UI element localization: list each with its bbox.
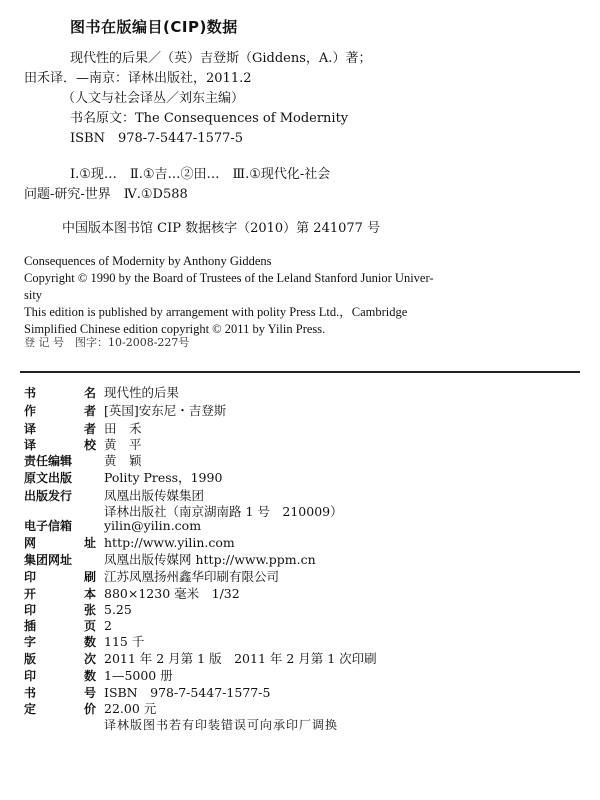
colophon-label <box>24 586 96 602</box>
colophon-label-text: 页 <box>83 619 96 633</box>
colophon-label-text: 号 <box>83 686 96 700</box>
copyright-line-3: sity <box>24 288 43 302</box>
colophon-value-text: 凤凰出版传媒集团 <box>104 488 205 503</box>
colophon-label-text: 址 <box>83 536 96 550</box>
colophon-label-text: 作 <box>24 404 37 418</box>
colophon-row <box>24 518 201 534</box>
colophon-value-text: 江苏凤凰扬州鑫华印刷有限公司 <box>104 569 280 584</box>
colophon-label <box>24 488 96 504</box>
colophon-label <box>24 701 96 717</box>
cip-line-record-number: 中国版本图书馆 CIP 数据核字（2010）第 241077 号 <box>62 221 381 236</box>
colophon-label-text: 原文出版 <box>24 471 73 485</box>
copyright-line-4: This edition is published by arrangement with polity Press Ltd.，Cambridge <box>24 305 408 319</box>
colophon-label <box>24 403 96 419</box>
cip-line-subjects: Ⅰ.①现… Ⅱ.①吉…②田… Ⅲ.①现代化-社会 <box>70 167 331 182</box>
colophon-row <box>24 552 316 568</box>
colophon-value-text: 田 禾 <box>104 421 142 436</box>
colophon-label-text: 电子信箱 <box>24 519 73 533</box>
colophon-label-text: 书 <box>24 686 37 700</box>
colophon-label <box>24 470 96 486</box>
colophon-value <box>104 437 142 453</box>
section-divider <box>20 371 580 373</box>
colophon-label <box>24 569 96 585</box>
colophon-label <box>24 453 96 469</box>
colophon-label-text: 开 <box>24 587 37 601</box>
colophon-value <box>104 618 112 634</box>
colophon-row <box>24 701 156 717</box>
printing-error-note: 译林版图书若有印装错误可向承印厂调换 <box>104 718 339 732</box>
colophon-label-text: 责任编辑 <box>24 454 73 468</box>
colophon-value <box>104 668 173 684</box>
copyright-line-2: Copyright © 1990 by the Board of Trustees of the Leland Stanford Junior Univer- <box>24 271 434 285</box>
colophon-label-text: 名 <box>83 386 96 400</box>
cip-line-title: 现代性的后果／（英）吉登斯（Giddens，A.）著； <box>70 51 372 66</box>
colophon-row <box>24 668 173 684</box>
colophon-value <box>104 518 201 534</box>
colophon-value-text: Polity Press，1990 <box>104 470 223 485</box>
colophon-value-text: http://www.yilin.com <box>104 535 235 550</box>
cip-line-series: （人文与社会译丛／刘东主编） <box>62 91 245 106</box>
colophon-value <box>104 385 179 401</box>
colophon-label-text: 定 <box>24 702 37 716</box>
colophon-value <box>104 421 142 437</box>
colophon-value <box>104 552 316 568</box>
colophon-label-text: 数 <box>83 669 96 683</box>
colophon-label <box>24 668 96 684</box>
colophon-value <box>104 586 240 602</box>
colophon-value-text: 译林出版社（南京湖南路 1 号 210009） <box>104 504 343 519</box>
colophon-value-text: 1—5000 册 <box>104 668 173 683</box>
colophon-label-text: 者 <box>83 404 96 418</box>
colophon-value-text: 5.25 <box>104 602 132 617</box>
colophon-value-text: 115 千 <box>104 634 145 649</box>
colophon-label-text: 版 <box>24 652 37 666</box>
colophon-value <box>104 488 343 520</box>
colophon-label-text: 网 <box>24 536 37 550</box>
copyright-line-5: Simplified Chinese edition copyright © 2011 by Yilin Press. <box>24 322 326 336</box>
colophon-value <box>104 569 279 585</box>
colophon-value-text: yilin@yilin.com <box>104 518 202 533</box>
colophon-label <box>24 421 96 437</box>
colophon-label-text: 译 <box>24 438 37 452</box>
colophon-label-text: 次 <box>83 652 96 666</box>
cip-line-original-title: 书名原文：The Consequences of Modernity <box>70 111 349 126</box>
cip-heading: 图书在版编目(CIP)数据 <box>70 18 238 36</box>
colophon-row <box>24 470 222 486</box>
colophon-row <box>24 385 179 401</box>
colophon-row <box>24 403 226 419</box>
colophon-value-text: 2011 年 2 月第 1 版 2011 年 2 月第 1 次印刷 <box>104 651 377 666</box>
colophon-label <box>24 685 96 701</box>
colophon-label <box>24 618 96 634</box>
colophon-label-text: 校 <box>83 438 96 452</box>
colophon-value-text: 现代性的后果 <box>104 385 180 400</box>
registration-number: 登 记 号 图字：10-2008-227号 <box>24 336 190 349</box>
cip-line-isbn: ISBN 978-7-5447-1577-5 <box>70 131 244 146</box>
colophon-row <box>24 488 343 520</box>
colophon-label-text: 印 <box>24 570 37 584</box>
colophon-label <box>24 651 96 667</box>
cip-line-classification: 问题-研究-世界 Ⅳ.①D588 <box>24 187 188 202</box>
colophon-value-text: 2 <box>104 618 112 633</box>
copyright-line-1: Consequences of Modernity by Anthony Giddens <box>24 254 272 268</box>
colophon-label-text: 字 <box>24 635 37 649</box>
colophon-row <box>24 535 235 551</box>
colophon-value <box>104 685 270 701</box>
colophon-row <box>24 634 144 650</box>
colophon-label-text: 刷 <box>83 570 96 584</box>
colophon-label <box>24 518 96 534</box>
colophon-value <box>104 470 222 486</box>
colophon-value <box>104 602 132 618</box>
colophon-value-text: 凤凰出版传媒网 http://www.ppm.cn <box>104 552 316 567</box>
colophon-value-text: 黄 平 <box>104 437 142 452</box>
colophon-value-text: [英国]安东尼・吉登斯 <box>104 403 227 418</box>
colophon-label <box>24 385 96 401</box>
colophon-label-text: 集团网址 <box>24 553 73 567</box>
colophon-label-text: 印 <box>24 669 37 683</box>
colophon-row <box>24 618 112 634</box>
colophon-row <box>24 453 142 469</box>
colophon-row <box>24 685 270 701</box>
colophon-label-text: 插 <box>24 619 37 633</box>
colophon-value <box>104 453 142 469</box>
colophon-label-text: 译 <box>24 422 37 436</box>
colophon-label-text: 张 <box>83 603 96 617</box>
colophon-value-text: 880×1230 毫米 1/32 <box>104 586 240 601</box>
colophon-value <box>104 535 235 551</box>
colophon-label-text: 数 <box>83 635 96 649</box>
colophon-row <box>24 569 279 585</box>
colophon-label-text: 书 <box>24 386 37 400</box>
colophon-row <box>24 437 142 453</box>
colophon-value-text: ISBN 978-7-5447-1577-5 <box>104 685 271 700</box>
colophon-label <box>24 552 96 568</box>
colophon-row <box>24 651 377 667</box>
colophon-label-text: 者 <box>83 422 96 436</box>
cip-line-publisher: 田禾译．—南京：译林出版社，2011.2 <box>24 71 252 86</box>
colophon-row <box>24 602 132 618</box>
colophon-label-text: 价 <box>83 702 96 716</box>
colophon-label <box>24 437 96 453</box>
colophon-label-text: 出版发行 <box>24 489 73 503</box>
colophon-value-text: 黄 颖 <box>104 453 142 468</box>
colophon-value <box>104 634 144 650</box>
colophon-label <box>24 535 96 551</box>
colophon-label-text: 本 <box>83 587 96 601</box>
colophon-row <box>24 421 142 437</box>
colophon-label <box>24 634 96 650</box>
colophon-row <box>24 586 240 602</box>
colophon-value <box>104 701 156 717</box>
colophon-value <box>104 403 226 419</box>
colophon-label <box>24 602 96 618</box>
colophon-value-text: 22.00 元 <box>104 701 157 716</box>
colophon-label-text: 印 <box>24 603 37 617</box>
colophon-value <box>104 651 377 667</box>
